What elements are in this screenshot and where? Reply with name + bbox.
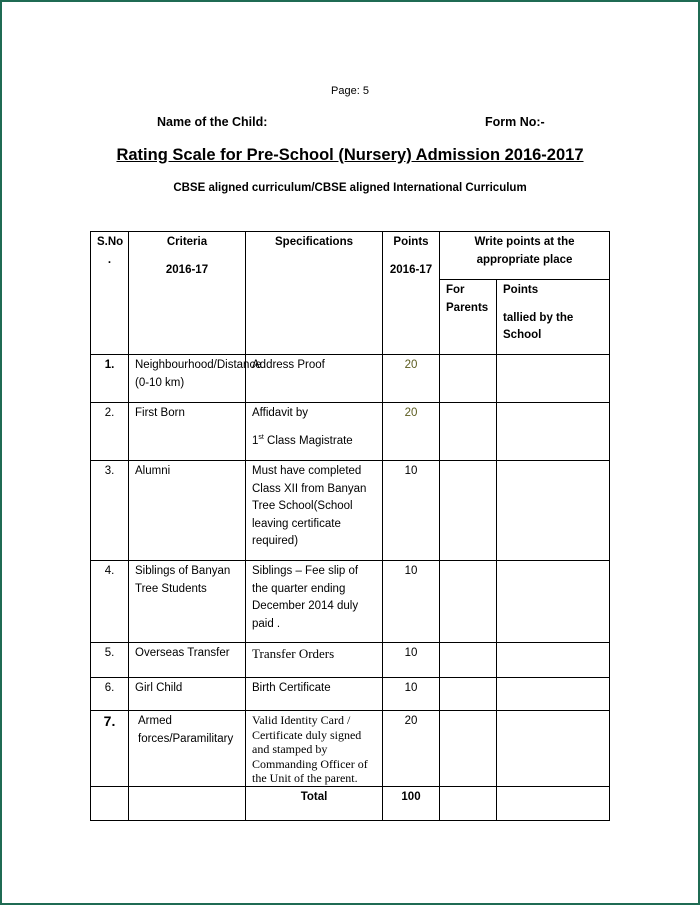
row-sno: 2. — [91, 403, 129, 461]
row-points: 10 — [383, 461, 440, 561]
row-criteria: Overseas Transfer — [129, 643, 246, 678]
table-row — [91, 355, 610, 403]
row-sno: 6. — [91, 678, 129, 711]
table-row — [91, 561, 610, 643]
row-criteria-text: Armed forces/Paramilitary — [138, 715, 234, 745]
row-sno: 3. — [91, 461, 129, 561]
table-row — [91, 711, 610, 787]
header-criteria-year: 2016-17 — [165, 263, 209, 276]
header-sno-dot: . — [107, 253, 112, 266]
form-no-label: Form No:- — [485, 115, 545, 129]
row-tallied-cell — [497, 561, 610, 643]
header-criteria — [129, 232, 246, 355]
header-specifications — [246, 232, 383, 355]
row-points: 20 — [383, 403, 440, 461]
row-sno: 7. — [91, 711, 129, 787]
header-points-tallied-label: Points — [503, 284, 539, 296]
child-name-label: Name of the Child: — [157, 115, 268, 129]
row-spec: Birth Certificate — [246, 678, 383, 711]
header-points-tallied — [497, 280, 610, 355]
header-for-parents-label: For Parents — [446, 284, 489, 314]
row-tallied-cell — [497, 403, 610, 461]
header-criteria-label: Criteria — [166, 236, 208, 248]
row-spec: Transfer Orders — [246, 643, 383, 678]
table-row — [91, 403, 610, 461]
row-criteria: Alumni — [129, 461, 246, 561]
row-for-parents-cell — [440, 678, 497, 711]
row-spec: Must have completed Class XII from Banyan Tree School(School leaving certificate required) — [246, 461, 383, 561]
row-tallied-cell — [497, 643, 610, 678]
header-for-parents — [440, 280, 497, 355]
row-tallied-cell — [497, 711, 610, 787]
total-tallied-cell — [497, 786, 610, 820]
row-spec: Siblings – Fee slip of the quarter ending December 2014 duly paid . — [246, 561, 383, 643]
total-points: 100 — [383, 786, 440, 820]
row-spec: Valid Identity Card / Certificate duly signed and stamped by Commanding Officer of the Unit of the parent. — [246, 711, 383, 787]
row-points: 10 — [383, 678, 440, 711]
table-row — [91, 461, 610, 561]
row-for-parents-cell — [440, 561, 497, 643]
row-points: 20 — [383, 711, 440, 787]
rating-table — [90, 231, 610, 821]
row-criteria — [129, 711, 246, 787]
row-points: 10 — [383, 643, 440, 678]
row-for-parents-cell — [440, 711, 497, 787]
header-tallied-by-label: tallied by the School — [503, 311, 574, 341]
header-points-year: 2016-17 — [389, 263, 433, 276]
header-points-label: Points — [393, 236, 429, 248]
row-spec-line2-text: Class Magistrate — [263, 434, 353, 447]
row-tallied-cell — [497, 678, 610, 711]
document-title: Rating Scale for Pre-School (Nursery) Admission 2016-2017 — [116, 146, 584, 164]
row-sno: 5. — [91, 643, 129, 678]
row-spec-sup: st — [258, 433, 264, 441]
row-sno: 1. — [91, 355, 129, 403]
header-points — [383, 232, 440, 355]
row-points: 10 — [383, 561, 440, 643]
row-for-parents-cell — [440, 355, 497, 403]
table-row — [91, 678, 610, 711]
row-for-parents-cell — [440, 643, 497, 678]
total-for-parents-cell — [440, 786, 497, 820]
row-spec-line2 — [252, 433, 376, 451]
row-for-parents-cell — [440, 403, 497, 461]
total-criteria-cell — [129, 786, 246, 820]
row-spec-line1: Affidavit by — [252, 407, 309, 419]
row-spec: Address Proof — [246, 355, 383, 403]
row-tallied-cell — [497, 461, 610, 561]
total-sno-cell — [91, 786, 129, 820]
table-row — [91, 643, 610, 678]
header-sno — [91, 232, 129, 355]
total-row — [91, 786, 610, 820]
row-criteria: First Born — [129, 403, 246, 461]
total-label: Total — [246, 786, 383, 820]
row-criteria: Girl Child — [129, 678, 246, 711]
header-write-points-label: Write points at the appropriate place — [474, 236, 575, 266]
header-write-points — [440, 232, 610, 280]
row-criteria: Neighbourhood/Distance (0-10 km) — [129, 355, 246, 403]
row-spec-sup-num: 1 — [252, 434, 259, 447]
row-tallied-cell — [497, 355, 610, 403]
header-specifications-label: Specifications — [275, 236, 353, 248]
row-sno: 4. — [91, 561, 129, 643]
document-subtitle: CBSE aligned curriculum/CBSE aligned International Curriculum — [173, 182, 527, 194]
header-sno-label: S.No — [97, 236, 124, 248]
row-points: 20 — [383, 355, 440, 403]
row-spec — [246, 403, 383, 461]
row-for-parents-cell — [440, 461, 497, 561]
row-criteria: Siblings of Banyan Tree Students — [129, 561, 246, 643]
page-number: Page: 5 — [331, 85, 369, 97]
header-row — [91, 232, 610, 280]
